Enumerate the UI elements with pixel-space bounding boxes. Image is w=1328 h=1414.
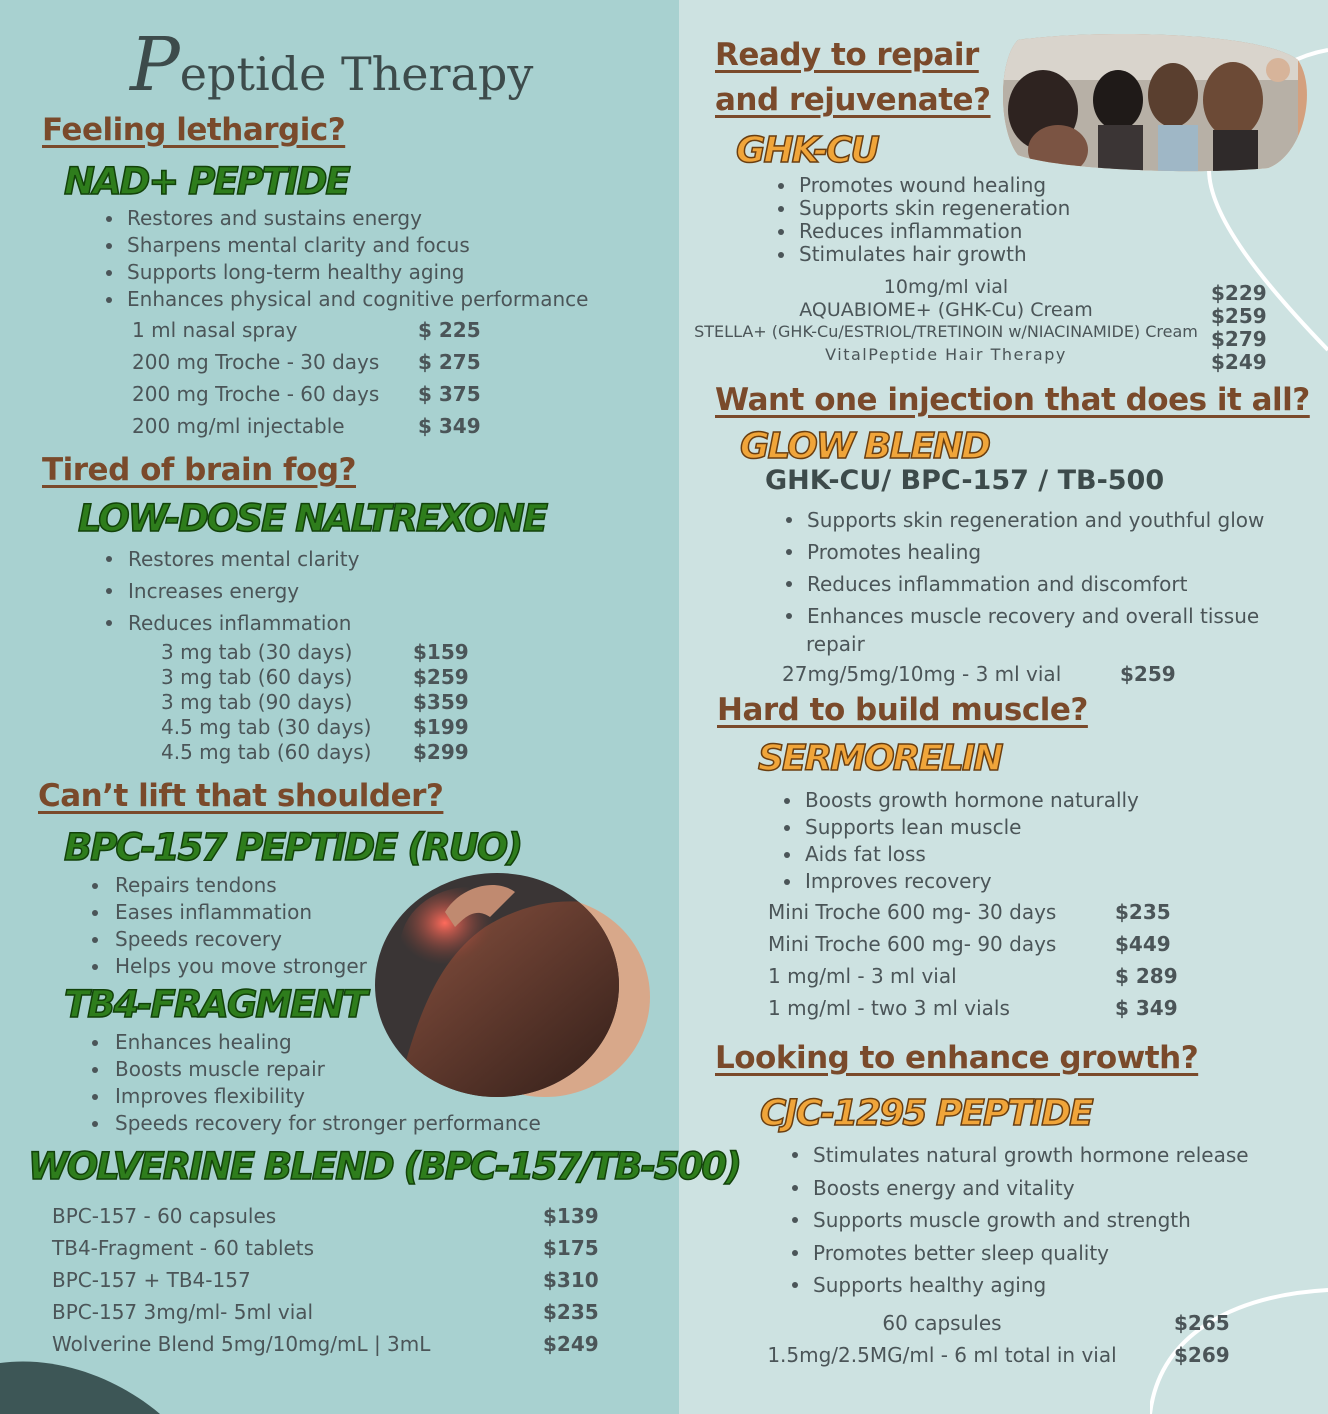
price-value: $269 (1174, 1343, 1230, 1367)
price-label: BPC-157 - 60 capsules (52, 1204, 277, 1228)
bullet-item: Promotes wound healing (776, 174, 1070, 197)
bpc-question: Can’t lift that shoulder? (38, 778, 444, 814)
bullet-item: Supports muscle growth and strength (790, 1204, 1249, 1237)
bullet-item: Repairs tendons (90, 872, 367, 899)
bullet-item: Supports healthy aging (790, 1269, 1249, 1302)
price-value: $159 (413, 640, 469, 664)
ldn-benefits-list (104, 543, 359, 639)
bullet-item: Increases energy (104, 575, 359, 607)
price-value: $ 349 (1115, 996, 1178, 1020)
price-label: 4.5 mg tab (60 days) (161, 740, 372, 764)
price-label: 3 mg tab (60 days) (161, 665, 353, 689)
ghk-benefits-list (776, 174, 1070, 266)
bullet-item: Helps you move stronger (90, 953, 367, 980)
bullet-item: Restores and sustains energy (104, 205, 588, 232)
price-label: 60 capsules (882, 1311, 1002, 1335)
price-label: 1 ml nasal spray (132, 318, 298, 342)
price-value: $ 275 (418, 350, 481, 374)
bullet-item: Speeds recovery (90, 926, 367, 953)
bullet-item: Improves flexibility (90, 1083, 541, 1110)
price-value: $ 375 (418, 382, 481, 406)
price-label: VitalPeptide Hair Therapy (825, 345, 1067, 364)
price-label: TB4-Fragment - 60 tablets (52, 1236, 315, 1260)
bpc-benefits-list (90, 872, 367, 980)
glow-benefits-list (784, 504, 1264, 632)
bullet-item: Stimulates natural growth hormone release (790, 1139, 1249, 1172)
price-value: $310 (543, 1268, 599, 1292)
ghk-cu-name: GHK-CU (736, 130, 878, 171)
ldn-name: LOW-DOSE NALTREXONE (78, 497, 547, 540)
price-label: AQUABIOME+ (GHK-Cu) Cream (799, 299, 1093, 321)
bullet-item: Supports skin regeneration and youthful glow (784, 504, 1264, 536)
glow-blend-subtitle: GHK-CU/ BPC-157 / TB-500 (765, 465, 1165, 496)
price-value: $139 (543, 1204, 599, 1228)
price-label: 27mg/5mg/10mg - 3 ml vial (782, 662, 1062, 686)
bullet-item: Boosts energy and vitality (790, 1172, 1249, 1205)
price-label: 1.5mg/2.5MG/ml - 6 ml total in vial (767, 1343, 1117, 1367)
price-value: $265 (1174, 1311, 1230, 1335)
bullet-item: Restores mental clarity (104, 543, 359, 575)
bullet-item: Enhances physical and cognitive performance (104, 286, 588, 313)
glow-blend-name: GLOW BLEND (740, 426, 990, 467)
wolverine-blend-name: WOLVERINE BLEND (BPC-157/TB-500) (28, 1145, 741, 1188)
cjc-question: Looking to enhance growth? (715, 1040, 1199, 1076)
sermorelin-name: SERMORELIN (758, 738, 1002, 779)
price-label: Mini Troche 600 mg- 90 days (768, 932, 1057, 956)
price-value: $229 (1211, 281, 1267, 305)
bullet-item: Enhances muscle recovery and overall tissue (784, 600, 1264, 632)
glow-bullet-continuation: repair (806, 632, 865, 656)
bullet-item: Reduces inflammation (776, 220, 1070, 243)
price-label: 10mg/ml vial (883, 276, 1009, 298)
price-label: 3 mg tab (90 days) (161, 690, 353, 714)
price-value: $249 (543, 1332, 599, 1356)
price-value: $449 (1115, 932, 1171, 956)
price-label: 200 mg Troche - 60 days (132, 382, 380, 406)
price-value: $235 (1115, 900, 1171, 924)
bullet-item: Speeds recovery for stronger performance (90, 1110, 541, 1137)
price-value: $ 289 (1115, 964, 1178, 988)
sermorelin-benefits-list (782, 787, 1139, 895)
price-value: $249 (1211, 350, 1267, 374)
bullet-item: Reduces inflammation and discomfort (784, 568, 1264, 600)
bullet-item: Sharpens mental clarity and focus (104, 232, 588, 259)
glow-question: Want one injection that does it all? (715, 382, 1310, 418)
price-label: BPC-157 + TB4-157 (52, 1268, 251, 1292)
page-title: Peptide Therapy (130, 22, 534, 108)
bullet-item: Supports long-term healthy aging (104, 259, 588, 286)
bullet-item: Stimulates hair growth (776, 243, 1070, 266)
tb4-benefits-list (90, 1029, 541, 1137)
price-label: BPC-157 3mg/ml- 5ml vial (52, 1300, 314, 1324)
cjc-benefits-list (790, 1139, 1249, 1302)
price-value: $359 (413, 690, 469, 714)
bullet-item: Improves recovery (782, 868, 1139, 895)
bullet-item: Boosts muscle repair (90, 1056, 541, 1083)
price-label: Mini Troche 600 mg- 30 days (768, 900, 1057, 924)
cjc-1295-name: CJC-1295 PEPTIDE (760, 1093, 1092, 1134)
bullet-item: Eases inflammation (90, 899, 367, 926)
bullet-item: Supports skin regeneration (776, 197, 1070, 220)
nad-peptide-name: NAD+ PEPTIDE (64, 160, 349, 203)
price-value: $175 (543, 1236, 599, 1260)
price-label: 1 mg/ml - 3 ml vial (768, 964, 957, 988)
ldn-question: Tired of brain fog? (42, 452, 356, 488)
bpc-157-name: BPC-157 PEPTIDE (RUO) (64, 826, 522, 869)
ghk-question-line2: and rejuvenate? (715, 82, 991, 118)
women-flexing-image (998, 30, 1313, 172)
price-label: Wolverine Blend 5mg/10mg/mL | 3mL (52, 1332, 431, 1356)
corner-blob-decoration (0, 1355, 160, 1414)
nad-benefits-list (104, 205, 588, 313)
bullet-item: Promotes healing (784, 536, 1264, 568)
price-label: 1 mg/ml - two 3 ml vials (768, 996, 1010, 1020)
price-value: $ 349 (418, 414, 481, 438)
price-value: $259 (413, 665, 469, 689)
tb4-fragment-name: TB4-FRAGMENT (64, 983, 366, 1026)
price-label: 200 mg/ml injectable (132, 414, 345, 438)
price-label: 3 mg tab (30 days) (161, 640, 353, 664)
ghk-question-line1: Ready to repair (715, 37, 979, 73)
nad-question: Feeling lethargic? (42, 112, 346, 148)
price-value: $279 (1211, 327, 1267, 351)
price-value: $199 (413, 715, 469, 739)
bullet-item: Supports lean muscle (782, 814, 1139, 841)
bullet-item: Aids fat loss (782, 841, 1139, 868)
price-value: $ 225 (418, 318, 481, 342)
bullet-item: Boosts growth hormone naturally (782, 787, 1139, 814)
price-label: 200 mg Troche - 30 days (132, 350, 380, 374)
bullet-item: Reduces inflammation (104, 607, 359, 639)
bullet-item: Enhances healing (90, 1029, 541, 1056)
bullet-item: Promotes better sleep quality (790, 1237, 1249, 1270)
price-value: $259 (1120, 662, 1176, 686)
price-value: $259 (1211, 304, 1267, 328)
price-label: 4.5 mg tab (30 days) (161, 715, 372, 739)
price-value: $235 (543, 1300, 599, 1324)
price-value: $299 (413, 740, 469, 764)
price-label: STELLA+ (GHK-Cu/ESTRIOL/TRETINOIN w/NIACINAMIDE) Cream (694, 322, 1198, 341)
sermorelin-question: Hard to build muscle? (717, 692, 1088, 728)
